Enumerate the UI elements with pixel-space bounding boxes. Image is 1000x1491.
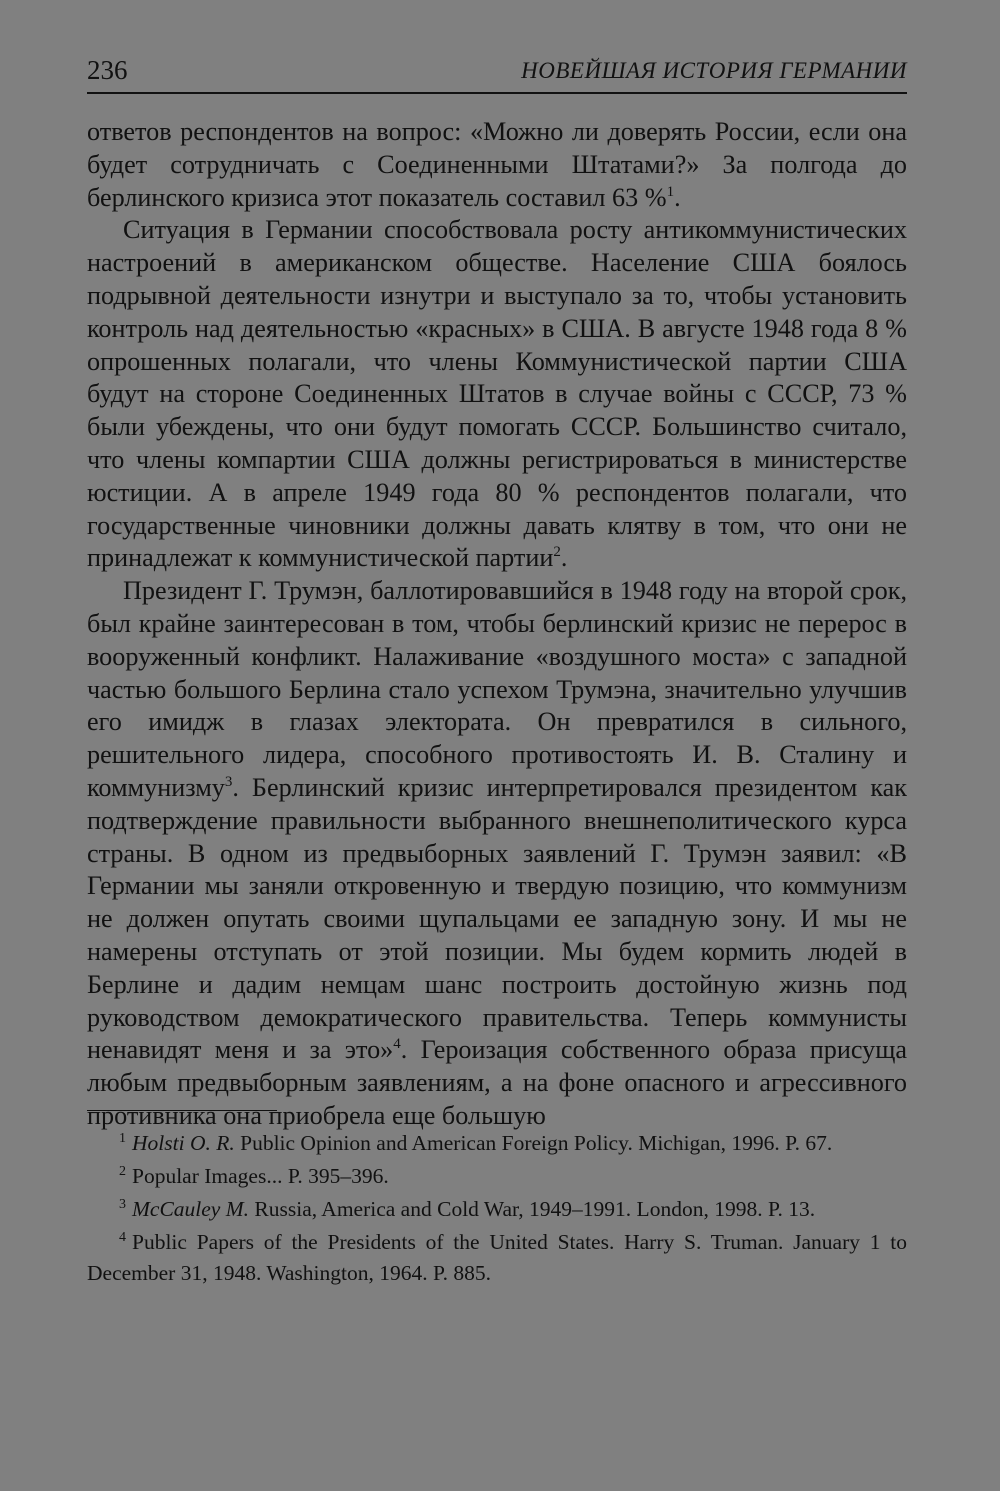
footnote-number: 4 bbox=[119, 1230, 126, 1245]
footnote-author: McCauley M. bbox=[132, 1197, 250, 1221]
paragraph-1-tail: . bbox=[674, 182, 681, 212]
footnote-number: 3 bbox=[119, 1197, 126, 1212]
footnote-text: Russia, America and Cold War, 1949–1991. London, 1998. P. 13. bbox=[249, 1197, 816, 1221]
page-number: 236 bbox=[87, 55, 128, 85]
footnote-3 bbox=[87, 1194, 907, 1225]
footnote-text: Public Papers of the Presidents of the United States. Harry S. Truman. January 1 to December 31, 1948. Washington, 1964. P. 885. bbox=[87, 1230, 907, 1285]
paragraph-1 bbox=[87, 116, 907, 214]
footnote-number: 2 bbox=[119, 1164, 126, 1179]
footnote-1 bbox=[87, 1128, 907, 1159]
footnote-text: Popular Images... P. 395–396. bbox=[132, 1164, 389, 1188]
paragraph-3-text-b: . Берлинский кризис интерпретировался президентом как подтверждение правильности выбранного внешнеполитического курса страны. В одном из предвыборных заявлений Г. Трумэн заявил: «В Германии мы заняли откровенную и твердую позицию, что коммунизм не должен опутать своими щупальцами ее западную зону. И мы не намерены отступать от этой позиции. Мы будем кормить людей в Берлине и дадим немцам шанс построить достойную жизнь под руководством демократического правительства. Теперь коммунисты ненавидят меня и за это» bbox=[87, 772, 907, 1065]
footnote-text: Public Opinion and American Foreign Policy. Michigan, 1996. P. 67. bbox=[234, 1131, 833, 1155]
running-title: НОВЕЙШАЯ ИСТОРИЯ ГЕРМАНИИ bbox=[521, 58, 907, 83]
paragraph-3-text-c: . Героизация собственного образа присуща любым предвыборным заявлениям, а на фоне опасного и агрессивного противника она приобрела еще большую bbox=[87, 1035, 907, 1130]
footnote-number: 1 bbox=[119, 1131, 126, 1146]
footnote-divider bbox=[87, 1110, 277, 1111]
paragraph-2-tail: . bbox=[560, 543, 568, 573]
book-page bbox=[87, 0, 907, 1491]
footnote-author: Holsti O. R. bbox=[132, 1131, 235, 1155]
footnote-2 bbox=[87, 1161, 907, 1192]
paragraph-3 bbox=[87, 575, 907, 1133]
main-text bbox=[87, 116, 907, 1133]
page-header bbox=[87, 52, 907, 94]
paragraph-2-text: Ситуация в Германии способствовала росту антикоммунистических настроений в американском обществе. Население США боялось подрывной деятельности изнутри и выступало за то, чтобы установить контроль над деятельностью «красных» в США. В августе 1948 года 8 % опрошенных полагали, что члены Коммунистической партии США будут на стороне Соединенных Штатов в случае войны с СССР, 73 % были убеждены, что они будут помогать СССР. Большинство считало, что члены компартии США должны регистрироваться в министерстве юстиции. А в апреле 1949 года 80 % респондентов полагали, что государственные чиновники должны давать клятву в том, что они не принадлежат к коммунистической партии bbox=[87, 215, 907, 573]
footnote-ref-4: 4 bbox=[393, 1036, 401, 1053]
paragraph-1-text: ответов респондентов на вопрос: «Можно ли доверять России, если она будет сотрудничать с Соединенными Штатами?» За полгода до берлинского кризиса этот показатель составил 63 % bbox=[87, 117, 907, 212]
footnote-4 bbox=[87, 1227, 907, 1289]
footnotes bbox=[87, 1128, 907, 1291]
footnote-ref-3: 3 bbox=[224, 773, 233, 790]
paragraph-2 bbox=[87, 214, 907, 575]
footnote-ref-2: 2 bbox=[553, 544, 561, 561]
paragraph-3-text-a: Президент Г. Трумэн, баллотировавшийся в 1948 году на второй срок, был крайне заинтересован в том, чтобы берлинский кризис не перерос в вооруженный конфликт. Налаживание «воздушного моста» с западной частью большого Берлина стало успехом Трумэна, значительно улучшив его имидж в глазах электората. Он превратился в сильного, решительного лидера, способного противостоять И. В. Сталину и коммунизму bbox=[87, 576, 907, 802]
footnote-ref-1: 1 bbox=[666, 183, 675, 200]
